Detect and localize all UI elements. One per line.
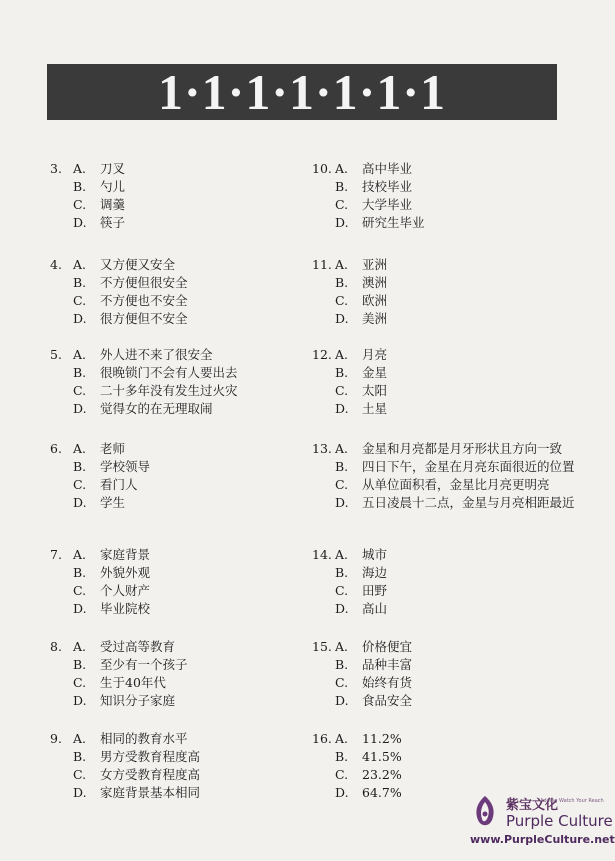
option-letter: C. xyxy=(335,675,349,690)
option-letter: D. xyxy=(73,601,87,616)
answer-option xyxy=(50,564,290,582)
answer-option xyxy=(50,638,290,656)
answer-option xyxy=(312,292,592,310)
option-text: 食品安全 xyxy=(362,693,413,708)
option-letter: D. xyxy=(73,311,87,326)
question-number xyxy=(312,766,335,784)
purple-culture-watermark xyxy=(470,792,615,852)
question-number xyxy=(50,178,73,196)
question-number xyxy=(50,692,73,710)
answer-option xyxy=(50,766,290,784)
option-text: 城市 xyxy=(362,547,388,562)
answer-option xyxy=(50,292,290,310)
question-number: 6. xyxy=(50,441,62,456)
answer-option xyxy=(50,730,290,748)
option-text: 技校毕业 xyxy=(362,179,413,194)
option-text: 澳洲 xyxy=(362,275,388,290)
question-number: 8. xyxy=(50,639,62,654)
option-text: 大学毕业 xyxy=(362,197,413,212)
option-letter: A. xyxy=(73,257,87,272)
question-number xyxy=(312,178,335,196)
question-15 xyxy=(312,638,592,710)
option-text: 家庭背景基本相同 xyxy=(100,785,201,800)
answer-option xyxy=(312,178,592,196)
option-letter: B. xyxy=(73,565,87,580)
option-text: 女方受教育程度高 xyxy=(100,767,201,782)
option-letter: B. xyxy=(73,365,87,380)
answer-option xyxy=(50,476,290,494)
question-number: 4. xyxy=(50,257,62,272)
answer-option xyxy=(312,674,592,692)
question-number xyxy=(50,582,73,600)
option-text: 金星和月亮都是月牙形状且方向一致 xyxy=(362,441,563,456)
option-letter: B. xyxy=(335,749,349,764)
watermark-url: www.PurpleCulture.net xyxy=(470,833,615,846)
option-letter: B. xyxy=(73,459,87,474)
option-text: 生于40年代 xyxy=(100,675,166,690)
option-letter: B. xyxy=(73,657,87,672)
answer-option xyxy=(312,382,592,400)
option-text: 家庭背景 xyxy=(100,547,151,562)
answer-option xyxy=(312,400,592,418)
answer-option xyxy=(50,582,290,600)
option-text: 价格便宜 xyxy=(362,639,413,654)
question-number xyxy=(50,458,73,476)
option-letter: A. xyxy=(335,639,349,654)
option-text: 个人财产 xyxy=(100,583,151,598)
option-text: 老师 xyxy=(100,441,126,456)
option-letter: B. xyxy=(73,749,87,764)
option-text: 相同的教育水平 xyxy=(100,731,188,746)
option-text: 品种丰富 xyxy=(362,657,413,672)
option-letter: A. xyxy=(73,731,87,746)
answer-option xyxy=(50,310,290,328)
question-number xyxy=(312,656,335,674)
question-13 xyxy=(312,440,592,512)
question-10 xyxy=(312,160,592,232)
option-letter: A. xyxy=(335,731,349,746)
option-text: 研究生毕业 xyxy=(362,215,425,230)
banner-text: 1·1·1·1·1·1·1 xyxy=(157,64,447,120)
answer-option xyxy=(50,382,290,400)
option-letter: A. xyxy=(335,547,349,562)
question-8 xyxy=(50,638,290,710)
question-number xyxy=(50,600,73,618)
question-number: 12. xyxy=(312,347,332,362)
option-letter: A. xyxy=(335,257,349,272)
question-number xyxy=(312,494,335,512)
question-4 xyxy=(50,256,290,328)
option-text: 外人进不来了很安全 xyxy=(100,347,213,362)
answer-option xyxy=(50,600,290,618)
option-letter: A. xyxy=(335,347,349,362)
purple-culture-logo-icon xyxy=(470,794,500,830)
option-text: 毕业院校 xyxy=(100,601,151,616)
option-letter: A. xyxy=(335,161,349,176)
option-text: 太阳 xyxy=(362,383,388,398)
answer-option xyxy=(50,364,290,382)
answer-option xyxy=(312,160,592,178)
answer-option xyxy=(50,178,290,196)
question-number xyxy=(50,364,73,382)
answer-option xyxy=(312,346,592,364)
option-letter: B. xyxy=(335,459,349,474)
question-number xyxy=(312,400,335,418)
option-text: 始终有货 xyxy=(362,675,413,690)
option-letter: A. xyxy=(73,639,87,654)
option-text: 学生 xyxy=(100,495,126,510)
question-number xyxy=(312,476,335,494)
option-letter: D. xyxy=(335,215,349,230)
question-number xyxy=(50,766,73,784)
option-text: 五日凌晨十二点，金星与月亮相距最近 xyxy=(362,495,575,510)
answer-option xyxy=(50,274,290,292)
answer-option xyxy=(50,656,290,674)
question-number xyxy=(312,274,335,292)
question-number xyxy=(312,692,335,710)
option-letter: C. xyxy=(335,197,349,212)
question-6 xyxy=(50,440,290,512)
question-number xyxy=(50,292,73,310)
option-letter: D. xyxy=(73,693,87,708)
option-text: 刀叉 xyxy=(100,161,126,176)
option-letter: C. xyxy=(335,293,349,308)
question-7 xyxy=(50,546,290,618)
answer-option xyxy=(312,766,592,784)
answer-option xyxy=(50,458,290,476)
option-text: 学校领导 xyxy=(100,459,151,474)
question-3 xyxy=(50,160,290,232)
answer-option xyxy=(312,564,592,582)
option-text: 四日下午，金星在月亮东面很近的位置 xyxy=(362,459,575,474)
option-text: 月亮 xyxy=(362,347,388,362)
answer-option xyxy=(50,400,290,418)
option-letter: D. xyxy=(335,785,349,800)
option-letter: D. xyxy=(73,215,87,230)
option-text: 不方便但很安全 xyxy=(100,275,188,290)
page-banner xyxy=(47,64,557,120)
question-number xyxy=(312,382,335,400)
option-text: 很方便但不安全 xyxy=(100,311,188,326)
option-letter: D. xyxy=(335,311,349,326)
option-text: 不方便也不安全 xyxy=(100,293,188,308)
answer-option xyxy=(312,730,592,748)
answer-option xyxy=(50,546,290,564)
question-11 xyxy=(312,256,592,328)
answer-option xyxy=(312,494,592,512)
answer-option xyxy=(50,214,290,232)
option-text: 觉得女的在无理取闹 xyxy=(100,401,213,416)
option-letter: A. xyxy=(73,547,87,562)
answer-option xyxy=(50,748,290,766)
option-letter: D. xyxy=(335,693,349,708)
option-text: 外貌外观 xyxy=(100,565,151,580)
answer-option xyxy=(50,160,290,178)
question-number xyxy=(312,292,335,310)
answer-option xyxy=(50,494,290,512)
question-5 xyxy=(50,346,290,418)
question-number xyxy=(50,310,73,328)
option-text: 勺儿 xyxy=(100,179,126,194)
answer-option xyxy=(50,674,290,692)
option-letter: D. xyxy=(73,401,87,416)
answer-option xyxy=(312,692,592,710)
option-letter: C. xyxy=(73,383,87,398)
option-letter: B. xyxy=(73,275,87,290)
answer-option xyxy=(50,256,290,274)
option-letter: B. xyxy=(335,365,349,380)
option-letter: B. xyxy=(335,179,349,194)
answer-option xyxy=(50,196,290,214)
option-text: 看门人 xyxy=(100,477,138,492)
answer-option xyxy=(312,458,592,476)
answer-option xyxy=(312,440,592,458)
answer-option xyxy=(312,364,592,382)
option-letter: C. xyxy=(335,767,349,782)
option-letter: C. xyxy=(73,583,87,598)
question-number: 13. xyxy=(312,441,332,456)
option-text: 41.5% xyxy=(362,749,402,764)
option-letter: D. xyxy=(335,495,349,510)
option-text: 至少有一个孩子 xyxy=(100,657,188,672)
option-text: 亚洲 xyxy=(362,257,388,272)
option-letter: C. xyxy=(335,477,349,492)
question-number: 5. xyxy=(50,347,62,362)
option-letter: D. xyxy=(73,785,87,800)
question-number xyxy=(312,214,335,232)
question-number: 16. xyxy=(312,731,332,746)
option-text: 从单位面积看，金星比月亮更明亮 xyxy=(362,477,550,492)
answer-option xyxy=(312,600,592,618)
watermark-chinese-name: 紫宝文化 xyxy=(506,798,559,813)
option-text: 64.7% xyxy=(362,785,402,800)
answer-option xyxy=(312,546,592,564)
watermark-name: Purple Culture xyxy=(506,812,613,830)
question-number xyxy=(50,196,73,214)
answer-option xyxy=(50,784,290,802)
watermark-tagline: Adding Watch Your Reach xyxy=(540,798,604,804)
option-letter: C. xyxy=(73,675,87,690)
option-text: 二十多年没有发生过火灾 xyxy=(100,383,238,398)
option-letter: B. xyxy=(335,657,349,672)
question-number xyxy=(50,274,73,292)
option-letter: D. xyxy=(335,601,349,616)
answer-option xyxy=(312,748,592,766)
option-text: 受过高等教育 xyxy=(100,639,176,654)
answer-option xyxy=(312,476,592,494)
option-letter: C. xyxy=(73,477,87,492)
question-number xyxy=(312,748,335,766)
question-number: 15. xyxy=(312,639,332,654)
question-12 xyxy=(312,346,592,418)
option-letter: A. xyxy=(73,347,87,362)
question-number xyxy=(50,476,73,494)
question-number xyxy=(312,196,335,214)
option-letter: D. xyxy=(335,401,349,416)
option-text: 高中毕业 xyxy=(362,161,413,176)
question-number xyxy=(50,214,73,232)
option-text: 欧洲 xyxy=(362,293,388,308)
option-text: 很晚锁门不会有人要出去 xyxy=(100,365,238,380)
question-number xyxy=(50,674,73,692)
option-text: 金星 xyxy=(362,365,388,380)
question-number: 9. xyxy=(50,731,62,746)
question-number xyxy=(312,458,335,476)
answer-option xyxy=(50,440,290,458)
question-number xyxy=(312,310,335,328)
answer-option xyxy=(312,582,592,600)
option-text: 筷子 xyxy=(100,215,126,230)
answer-option xyxy=(312,274,592,292)
option-letter: D. xyxy=(73,495,87,510)
question-number: 10. xyxy=(312,161,332,176)
option-letter: C. xyxy=(335,383,349,398)
option-text: 海边 xyxy=(362,565,388,580)
question-number xyxy=(312,364,335,382)
question-number: 11. xyxy=(312,257,332,272)
answer-option xyxy=(312,256,592,274)
question-number xyxy=(50,382,73,400)
question-number: 7. xyxy=(50,547,62,562)
option-letter: A. xyxy=(335,441,349,456)
option-letter: C. xyxy=(73,767,87,782)
question-number xyxy=(50,400,73,418)
option-text: 11.2% xyxy=(362,731,402,746)
answer-option xyxy=(312,196,592,214)
question-number xyxy=(312,784,335,802)
option-text: 调羹 xyxy=(100,197,126,212)
option-text: 美洲 xyxy=(362,311,388,326)
answer-option xyxy=(312,310,592,328)
question-number: 3. xyxy=(50,161,62,176)
option-letter: C. xyxy=(73,293,87,308)
question-number xyxy=(50,748,73,766)
question-number xyxy=(50,656,73,674)
question-number xyxy=(50,564,73,582)
option-text: 田野 xyxy=(362,583,388,598)
question-number xyxy=(50,494,73,512)
answer-option xyxy=(312,638,592,656)
answer-option xyxy=(50,692,290,710)
option-letter: A. xyxy=(73,441,87,456)
option-letter: B. xyxy=(335,275,349,290)
option-text: 23.2% xyxy=(362,767,402,782)
question-9 xyxy=(50,730,290,802)
question-number xyxy=(312,674,335,692)
option-letter: B. xyxy=(73,179,87,194)
question-14 xyxy=(312,546,592,618)
option-text: 知识分子家庭 xyxy=(100,693,176,708)
answer-option xyxy=(312,214,592,232)
option-text: 男方受教育程度高 xyxy=(100,749,201,764)
question-number xyxy=(312,564,335,582)
question-number: 14. xyxy=(312,547,332,562)
question-number xyxy=(50,784,73,802)
option-letter: A. xyxy=(73,161,87,176)
option-letter: B. xyxy=(335,565,349,580)
answer-option xyxy=(50,346,290,364)
option-letter: C. xyxy=(73,197,87,212)
option-letter: C. xyxy=(335,583,349,598)
answer-option xyxy=(312,656,592,674)
option-text: 又方便又安全 xyxy=(100,257,176,272)
option-text: 高山 xyxy=(362,601,388,616)
question-number xyxy=(312,600,335,618)
option-text: 土星 xyxy=(362,401,388,416)
question-number xyxy=(312,582,335,600)
